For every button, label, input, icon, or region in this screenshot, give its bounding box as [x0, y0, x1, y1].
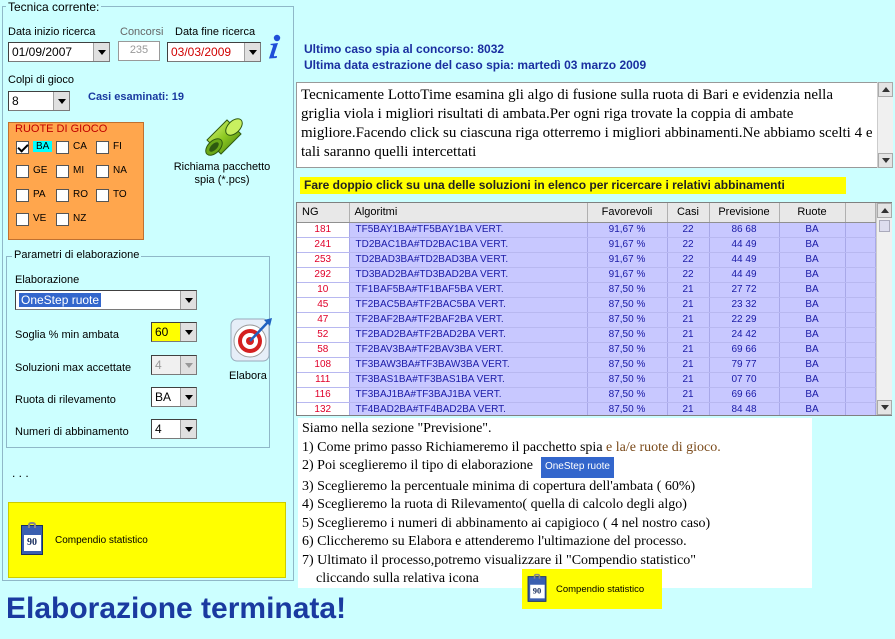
- concorsi-field[interactable]: 235: [118, 41, 160, 61]
- grid-cell: TF3BAW3BA#TF3BAW3BA VERT.: [349, 357, 587, 372]
- ruota-rilevamento-label: Ruota di rilevamento: [15, 394, 116, 406]
- elaborazione-combo[interactable]: OneStep ruote: [15, 290, 197, 310]
- grid-cell: BA: [779, 342, 845, 357]
- calendar-icon: 90: [528, 576, 547, 602]
- soglia-combo[interactable]: 60: [151, 322, 197, 342]
- grid-cell-spacer: [845, 237, 875, 252]
- grid-cell-spacer: [845, 327, 875, 342]
- grid-cell: 241: [297, 237, 349, 252]
- grid-cell: 132: [297, 402, 349, 416]
- grid-cell: 10: [297, 282, 349, 297]
- casi-esaminati: Casi esaminati: 19: [88, 91, 184, 103]
- numeri-abbinamento-combo[interactable]: 4: [151, 419, 197, 439]
- grid-cell: 87,50 %: [587, 402, 667, 416]
- grid-cell-spacer: [845, 252, 875, 267]
- grid-cell: TF2BAV3BA#TF2BAV3BA VERT.: [349, 342, 587, 357]
- ruota-label-pa: PA: [33, 189, 46, 200]
- soluzioni-combo[interactable]: 4: [151, 355, 197, 375]
- grid-cell: 91,67 %: [587, 237, 667, 252]
- grid-cell: 87,50 %: [587, 327, 667, 342]
- grid-cell: 21: [667, 372, 709, 387]
- grid-cell: 44 49: [709, 252, 779, 267]
- grid-cell: 22 29: [709, 312, 779, 327]
- instr-step-7: 7) Ultimato il processo,potremo visualizzare il "Compendio statistico": [302, 552, 697, 568]
- table-row[interactable]: [297, 312, 875, 327]
- grid-cell: TD3BAD2BA#TD3BAD2BA VERT.: [349, 267, 587, 282]
- grid-cell: 87,50 %: [587, 372, 667, 387]
- grid-cell: 86 68: [709, 222, 779, 237]
- grid-header-previsione[interactable]: Previsione: [709, 203, 779, 222]
- scroll-thumb[interactable]: [879, 220, 890, 232]
- colpi-combo[interactable]: 8: [8, 91, 70, 111]
- grid-scrollbar[interactable]: [876, 203, 892, 415]
- grid-cell: 108: [297, 357, 349, 372]
- grid-cell: 91,67 %: [587, 267, 667, 282]
- grid-cell: 21: [667, 312, 709, 327]
- grid-cell-spacer: [845, 342, 875, 357]
- grid-cell-spacer: [845, 387, 875, 402]
- ruota-label-to: TO: [113, 189, 127, 200]
- compendio-statistico-panel[interactable]: [8, 502, 286, 578]
- grid-cell: 21: [667, 402, 709, 416]
- instr-step-7b: cliccando sulla relativa icona: [316, 571, 479, 586]
- instr-step-6: 6) Cliccheremo su Elabora e attenderemo l'ultimazione del processo.: [302, 534, 687, 549]
- chevron-down-icon[interactable]: [180, 323, 196, 341]
- ruota-checkbox-nz[interactable]: [56, 213, 69, 226]
- chevron-down-icon[interactable]: [180, 356, 196, 374]
- tecnica-title: Tecnica corrente:: [8, 0, 100, 14]
- grid-cell: 87,50 %: [587, 387, 667, 402]
- grid-cell: 22: [667, 237, 709, 252]
- grid-cell: BA: [779, 237, 845, 252]
- grid-cell-spacer: [845, 282, 875, 297]
- grid-cell: 45: [297, 297, 349, 312]
- grid-cell: 22: [667, 222, 709, 237]
- grid-cell: 181: [297, 222, 349, 237]
- grid-cell: 87,50 %: [587, 342, 667, 357]
- soglia-label: Soglia % min ambata: [15, 329, 119, 341]
- grid-cell: 21: [667, 327, 709, 342]
- ruota-checkbox-to[interactable]: [96, 189, 109, 202]
- ruota-label-ro: RO: [73, 189, 88, 200]
- grid-cell-spacer: [845, 222, 875, 237]
- compendio-label: Compendio statistico: [55, 534, 148, 546]
- status-message: Elaborazione terminata!: [6, 592, 347, 625]
- scroll-down-icon[interactable]: [877, 400, 892, 415]
- compendio-statistico-small: [522, 569, 662, 609]
- grid-cell: BA: [779, 387, 845, 402]
- grid-cell: TF1BAF5BA#TF1BAF5BA VERT.: [349, 282, 587, 297]
- grid-header-algoritmi[interactable]: Algoritmi: [349, 203, 587, 222]
- results-grid[interactable]: [296, 202, 892, 416]
- ruota-label-ve: VE: [33, 213, 47, 224]
- ruota-rilevamento-combo[interactable]: BA: [151, 387, 197, 407]
- description-scrollbar[interactable]: [877, 82, 893, 168]
- table-row[interactable]: [297, 282, 875, 297]
- ruote-title: RUOTE DI GIOCO: [15, 123, 108, 135]
- ruota-label-ge: GE: [33, 165, 48, 176]
- instr-step-5: 5) Sceglieremo i numeri di abbinamento ai capigioco ( 4 nel nostro caso): [302, 515, 711, 531]
- ruota-label-nz: NZ: [73, 213, 87, 224]
- table-row[interactable]: [297, 252, 875, 267]
- instr-step-4: 4) Sceglieremo la ruota di Rilevamento( quella di calcolo degli algo): [302, 497, 687, 512]
- richiama-label[interactable]: Richiama pacchetto spia (*.pcs): [173, 161, 271, 186]
- colpi-label: Colpi di gioco: [8, 74, 75, 86]
- numeri-abbinamento-label: Numeri di abbinamento: [15, 426, 129, 438]
- data-inizio-combo[interactable]: 01/09/2007: [8, 42, 110, 62]
- caso-spia-header: [296, 6, 892, 78]
- grid-cell: 84 48: [709, 402, 779, 416]
- grid-cell: 116: [297, 387, 349, 402]
- instr-intro: Siamo nella sezione "Previsione".: [302, 421, 492, 436]
- grid-cell: 111: [297, 372, 349, 387]
- ruota-checkbox-mi[interactable]: [56, 165, 69, 178]
- elabora-target-icon[interactable]: [228, 314, 274, 364]
- results-table: [297, 203, 876, 416]
- grid-cell: BA: [779, 327, 845, 342]
- grid-cell: 44 49: [709, 237, 779, 252]
- onestep-chip: OneStep ruote: [541, 457, 614, 478]
- grid-header-favorevoli[interactable]: Favorevoli: [587, 203, 667, 222]
- table-row[interactable]: [297, 342, 875, 357]
- chevron-down-icon[interactable]: [180, 291, 196, 309]
- instr-step-2: 2) Poi sceglieremo il tipo di elaborazione OneStep ruote: [302, 457, 808, 478]
- grid-cell: 22: [667, 252, 709, 267]
- grid-cell: BA: [779, 222, 845, 237]
- grid-cell: TD2BAD3BA#TD2BAD3BA VERT.: [349, 252, 587, 267]
- grid-cell: 21: [667, 342, 709, 357]
- ruota-checkbox-ge[interactable]: [16, 165, 29, 178]
- chevron-down-icon[interactable]: [53, 92, 69, 110]
- grid-cell: BA: [779, 267, 845, 282]
- table-row[interactable]: [297, 237, 875, 252]
- grid-header-casi[interactable]: Casi: [667, 203, 709, 222]
- grid-cell: 87,50 %: [587, 312, 667, 327]
- grid-cell-spacer: [845, 357, 875, 372]
- grid-cell-spacer: [845, 372, 875, 387]
- table-row[interactable]: [297, 372, 875, 387]
- grid-cell-spacer: [845, 402, 875, 416]
- ruota-checkbox-pa[interactable]: [16, 189, 29, 202]
- ruota-label-ca: CA: [73, 141, 87, 152]
- ultimo-caso-spia: Ultimo caso spia al concorso: 8032: [304, 42, 505, 56]
- compendio-small-label: Compendio statistico: [556, 583, 645, 595]
- grid-cell: 87,50 %: [587, 357, 667, 372]
- instruction-banner: Fare doppio click su una delle soluzioni in elenco per ricercare i relativi abbinamenti: [300, 177, 846, 194]
- data-fine-combo[interactable]: 03/03/2009: [167, 42, 261, 62]
- grid-cell: TF4BAD2BA#TF4BAD2BA VERT.: [349, 402, 587, 416]
- grid-cell: 91,67 %: [587, 222, 667, 237]
- table-row[interactable]: [297, 267, 875, 282]
- table-row[interactable]: [297, 297, 875, 312]
- richiama-pacchetto-icon[interactable]: [197, 114, 247, 160]
- grid-cell: TF2BAF2BA#TF2BAF2BA VERT.: [349, 312, 587, 327]
- grid-cell: TF2BAC5BA#TF2BAC5BA VERT.: [349, 297, 587, 312]
- grid-cell: 87,50 %: [587, 297, 667, 312]
- grid-cell: 21: [667, 297, 709, 312]
- dots-label: . . .: [12, 466, 29, 480]
- grid-cell: 07 70: [709, 372, 779, 387]
- grid-cell: 79 77: [709, 357, 779, 372]
- grid-cell: BA: [779, 402, 845, 416]
- grid-cell: 21: [667, 387, 709, 402]
- table-row[interactable]: [297, 387, 875, 402]
- ruota-checkbox-ba[interactable]: [16, 141, 29, 154]
- description-text: Tecnicamente LottoTime esamina gli algo di fusione sulla ruota di Bari e evidenzia nella griglia viola i migliori risultati di ambata.Per ogni riga trovate la coppia di ambate migliore.Facendo click su ciascuna riga otterremo i migliori abbinamenti.Ne abbiamo scelti 4 e tali saranno quelli intercettati: [296, 82, 878, 168]
- grid-cell: 44 49: [709, 267, 779, 282]
- grid-cell-spacer: [845, 297, 875, 312]
- instr-step-3: 3) Sceglieremo la percentuale minima di copertura dell'ambata ( 60%): [302, 478, 696, 494]
- chevron-down-icon[interactable]: [93, 43, 109, 61]
- grid-cell: TF2BAD2BA#TF2BAD2BA VERT.: [349, 327, 587, 342]
- grid-cell: BA: [779, 357, 845, 372]
- parametri-title: Parametri di elaborazione: [14, 249, 140, 261]
- grid-cell: 69 66: [709, 387, 779, 402]
- ruota-checkbox-ca[interactable]: [56, 141, 69, 154]
- grid-cell: BA: [779, 312, 845, 327]
- chevron-down-icon[interactable]: [180, 388, 196, 406]
- grid-cell-spacer: [845, 267, 875, 282]
- ruota-label-ba: BA: [33, 141, 52, 152]
- grid-cell: 22: [667, 267, 709, 282]
- grid-cell: 47: [297, 312, 349, 327]
- grid-header-ng[interactable]: NG: [297, 203, 349, 222]
- ultima-data-estrazione: Ultima data estrazione del caso spia: martedì 03 marzo 2009: [304, 58, 647, 72]
- chevron-down-icon[interactable]: [180, 420, 196, 438]
- grid-cell: 21: [667, 357, 709, 372]
- calendar-icon: 90: [21, 525, 43, 555]
- grid-cell: 24 42: [709, 327, 779, 342]
- ruota-label-fi: FI: [113, 141, 122, 152]
- ruota-checkbox-fi[interactable]: [96, 141, 109, 154]
- grid-cell: BA: [779, 297, 845, 312]
- grid-cell: TF3BAS1BA#TF3BAS1BA VERT.: [349, 372, 587, 387]
- grid-cell: 21: [667, 282, 709, 297]
- data-inizio-label: Data inizio ricerca: [8, 26, 96, 38]
- scroll-up-icon[interactable]: [878, 82, 893, 97]
- grid-cell: 23 32: [709, 297, 779, 312]
- ruota-label-na: NA: [113, 165, 127, 176]
- grid-cell: 253: [297, 252, 349, 267]
- grid-header-spacer: [845, 203, 875, 222]
- elabora-label[interactable]: Elabora: [229, 370, 267, 382]
- ruota-label-mi: MI: [73, 165, 85, 176]
- grid-cell: 58: [297, 342, 349, 357]
- grid-cell: 292: [297, 267, 349, 282]
- concorsi-label: Concorsi: [120, 26, 164, 38]
- data-fine-label: Data fine ricerca: [175, 26, 256, 38]
- grid-cell: TD2BAC1BA#TD2BAC1BA VERT.: [349, 237, 587, 252]
- instr-step-1: 1) Come primo passo Richiameremo il pacchetto spia e la/e ruote di gioco.: [302, 439, 721, 455]
- soluzioni-label: Soluzioni max accettate: [15, 362, 132, 374]
- table-row[interactable]: [297, 222, 875, 237]
- grid-cell: 69 66: [709, 342, 779, 357]
- grid-cell: 87,50 %: [587, 282, 667, 297]
- grid-cell: 52: [297, 327, 349, 342]
- chevron-down-icon[interactable]: [244, 43, 260, 61]
- table-row[interactable]: [297, 327, 875, 342]
- grid-cell: TF3BAJ1BA#TF3BAJ1BA VERT.: [349, 387, 587, 402]
- grid-cell: BA: [779, 282, 845, 297]
- grid-cell: BA: [779, 252, 845, 267]
- info-icon[interactable]: [264, 34, 284, 60]
- grid-header-ruote[interactable]: Ruote: [779, 203, 845, 222]
- scroll-down-icon[interactable]: [878, 153, 893, 168]
- table-row[interactable]: [297, 357, 875, 372]
- grid-cell: BA: [779, 372, 845, 387]
- grid-cell: 27 72: [709, 282, 779, 297]
- grid-cell-spacer: [845, 312, 875, 327]
- ruota-checkbox-ve[interactable]: [16, 213, 29, 226]
- scroll-up-icon[interactable]: [877, 203, 892, 218]
- grid-cell: 91,67 %: [587, 252, 667, 267]
- table-row[interactable]: [297, 402, 875, 416]
- elaborazione-label: Elaborazione: [15, 274, 80, 286]
- instructions-box: [298, 418, 812, 588]
- ruota-checkbox-ro[interactable]: [56, 189, 69, 202]
- ruota-checkbox-na[interactable]: [96, 165, 109, 178]
- grid-cell: TF5BAY1BA#TF5BAY1BA VERT.: [349, 222, 587, 237]
